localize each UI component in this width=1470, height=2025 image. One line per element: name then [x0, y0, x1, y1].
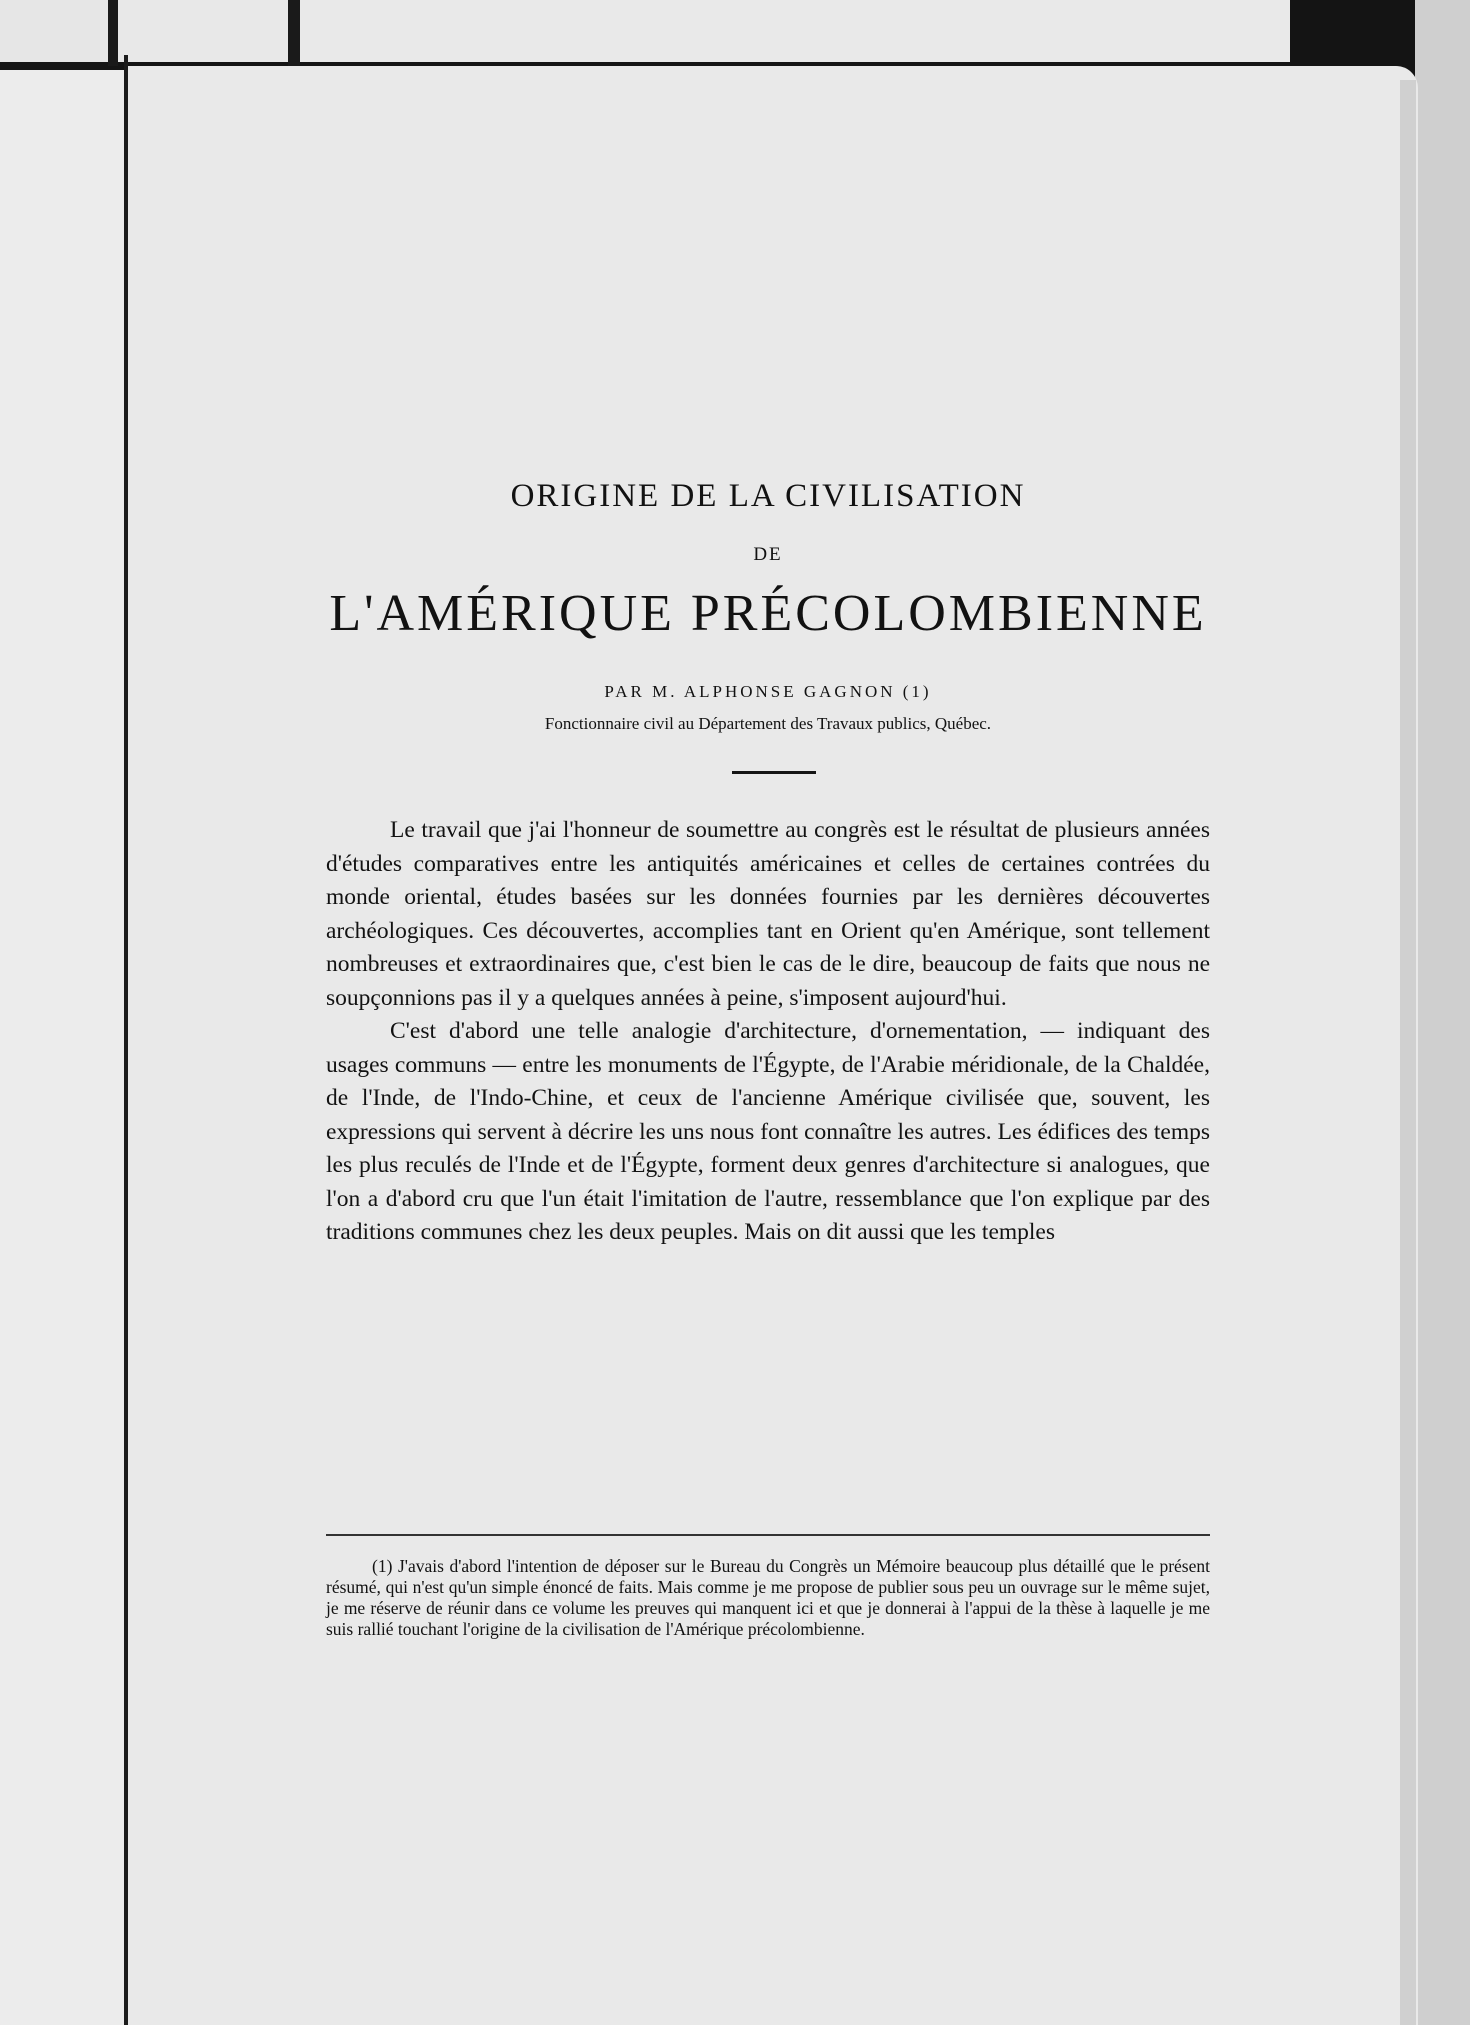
paragraph-1: Le travail que j'ai l'honneur de soumettre au congrès est le résultat de plusieurs années d'études comparatives entre les antiquités américaines et celles de certaines contrées du monde oriental, études basées sur les données fournies par les dernières découvertes archéologiques. Ces découvertes, accomplies tant en Orient qu'en Amérique, sont tellement nombreuses et extraordinaires que, c'est bien le cas de le dire, beaucoup de faits que nous ne soupçonnions pas il y a quelques années à peine, s'imposent aujourd'hui. — [326, 817, 1210, 1011]
footnote — [326, 1556, 1210, 1640]
page-edge-shadow — [1400, 80, 1416, 2025]
scan-left-margin — [0, 0, 125, 2025]
title-separator-rule — [732, 771, 816, 774]
title-connector: DE — [753, 544, 783, 565]
title-line-1: ORIGINE DE LA CIVILISATION — [510, 478, 1026, 514]
paragraph-2: C'est d'abord une telle analogie d'architecture, d'ornementation, — indiquant des usages communs — entre les monuments de l'Égypte, de l'Arabie méridionale, de la Chaldée, de l'Inde, de l'Indo-Chine, et ceux de l'ancienne Amérique civilisée que, souvent, les expressions qui servent à décrire les uns nous font connaître les autres. Les édifices des temps les plus reculés de l'Inde et de l'Égypte, forment deux genres d'architecture si analogues, que l'on a d'abord cru que l'un était l'imitation de l'autre, ressemblance que l'on explique par des traditions communes chez les deux peuples. Mais on dit aussi que les temples — [326, 1018, 1210, 1245]
scan-top-right-paper — [300, 0, 1290, 62]
scan-divider-mark — [108, 0, 118, 66]
author-byline: PAR M. ALPHONSE GAGNON (1) — [604, 682, 932, 701]
scan-divider-mark — [288, 0, 300, 66]
scan-right-strip — [1415, 0, 1470, 2025]
document-page — [128, 66, 1418, 2025]
scan-top-mid-paper — [118, 0, 288, 62]
footnote-text: (1) J'avais d'abord l'intention de déposer sur le Bureau du Congrès un Mémoire beaucoup plus détaillé que le présent résumé, qui n'est qu'un simple énoncé de faits. Mais comme je me propose de publier sous peu un ouvrage sur le même sujet, je me réserve de réunir dans ce volume les preuves qui manquent ici et que je donnerai à l'appui de la thèse à laquelle je me suis rallié touchant l'origine de la civilisation de l'Amérique précolombienne. — [326, 1556, 1210, 1639]
body-text — [326, 814, 1210, 1250]
author-affiliation: Fonctionnaire civil au Département des Travaux publics, Québec. — [544, 714, 992, 733]
title-line-2: L'AMÉRIQUE PRÉCOLOMBIENNE — [329, 585, 1207, 642]
scan-top-left-paper — [0, 0, 108, 62]
footnote-separator-rule — [326, 1534, 1210, 1536]
